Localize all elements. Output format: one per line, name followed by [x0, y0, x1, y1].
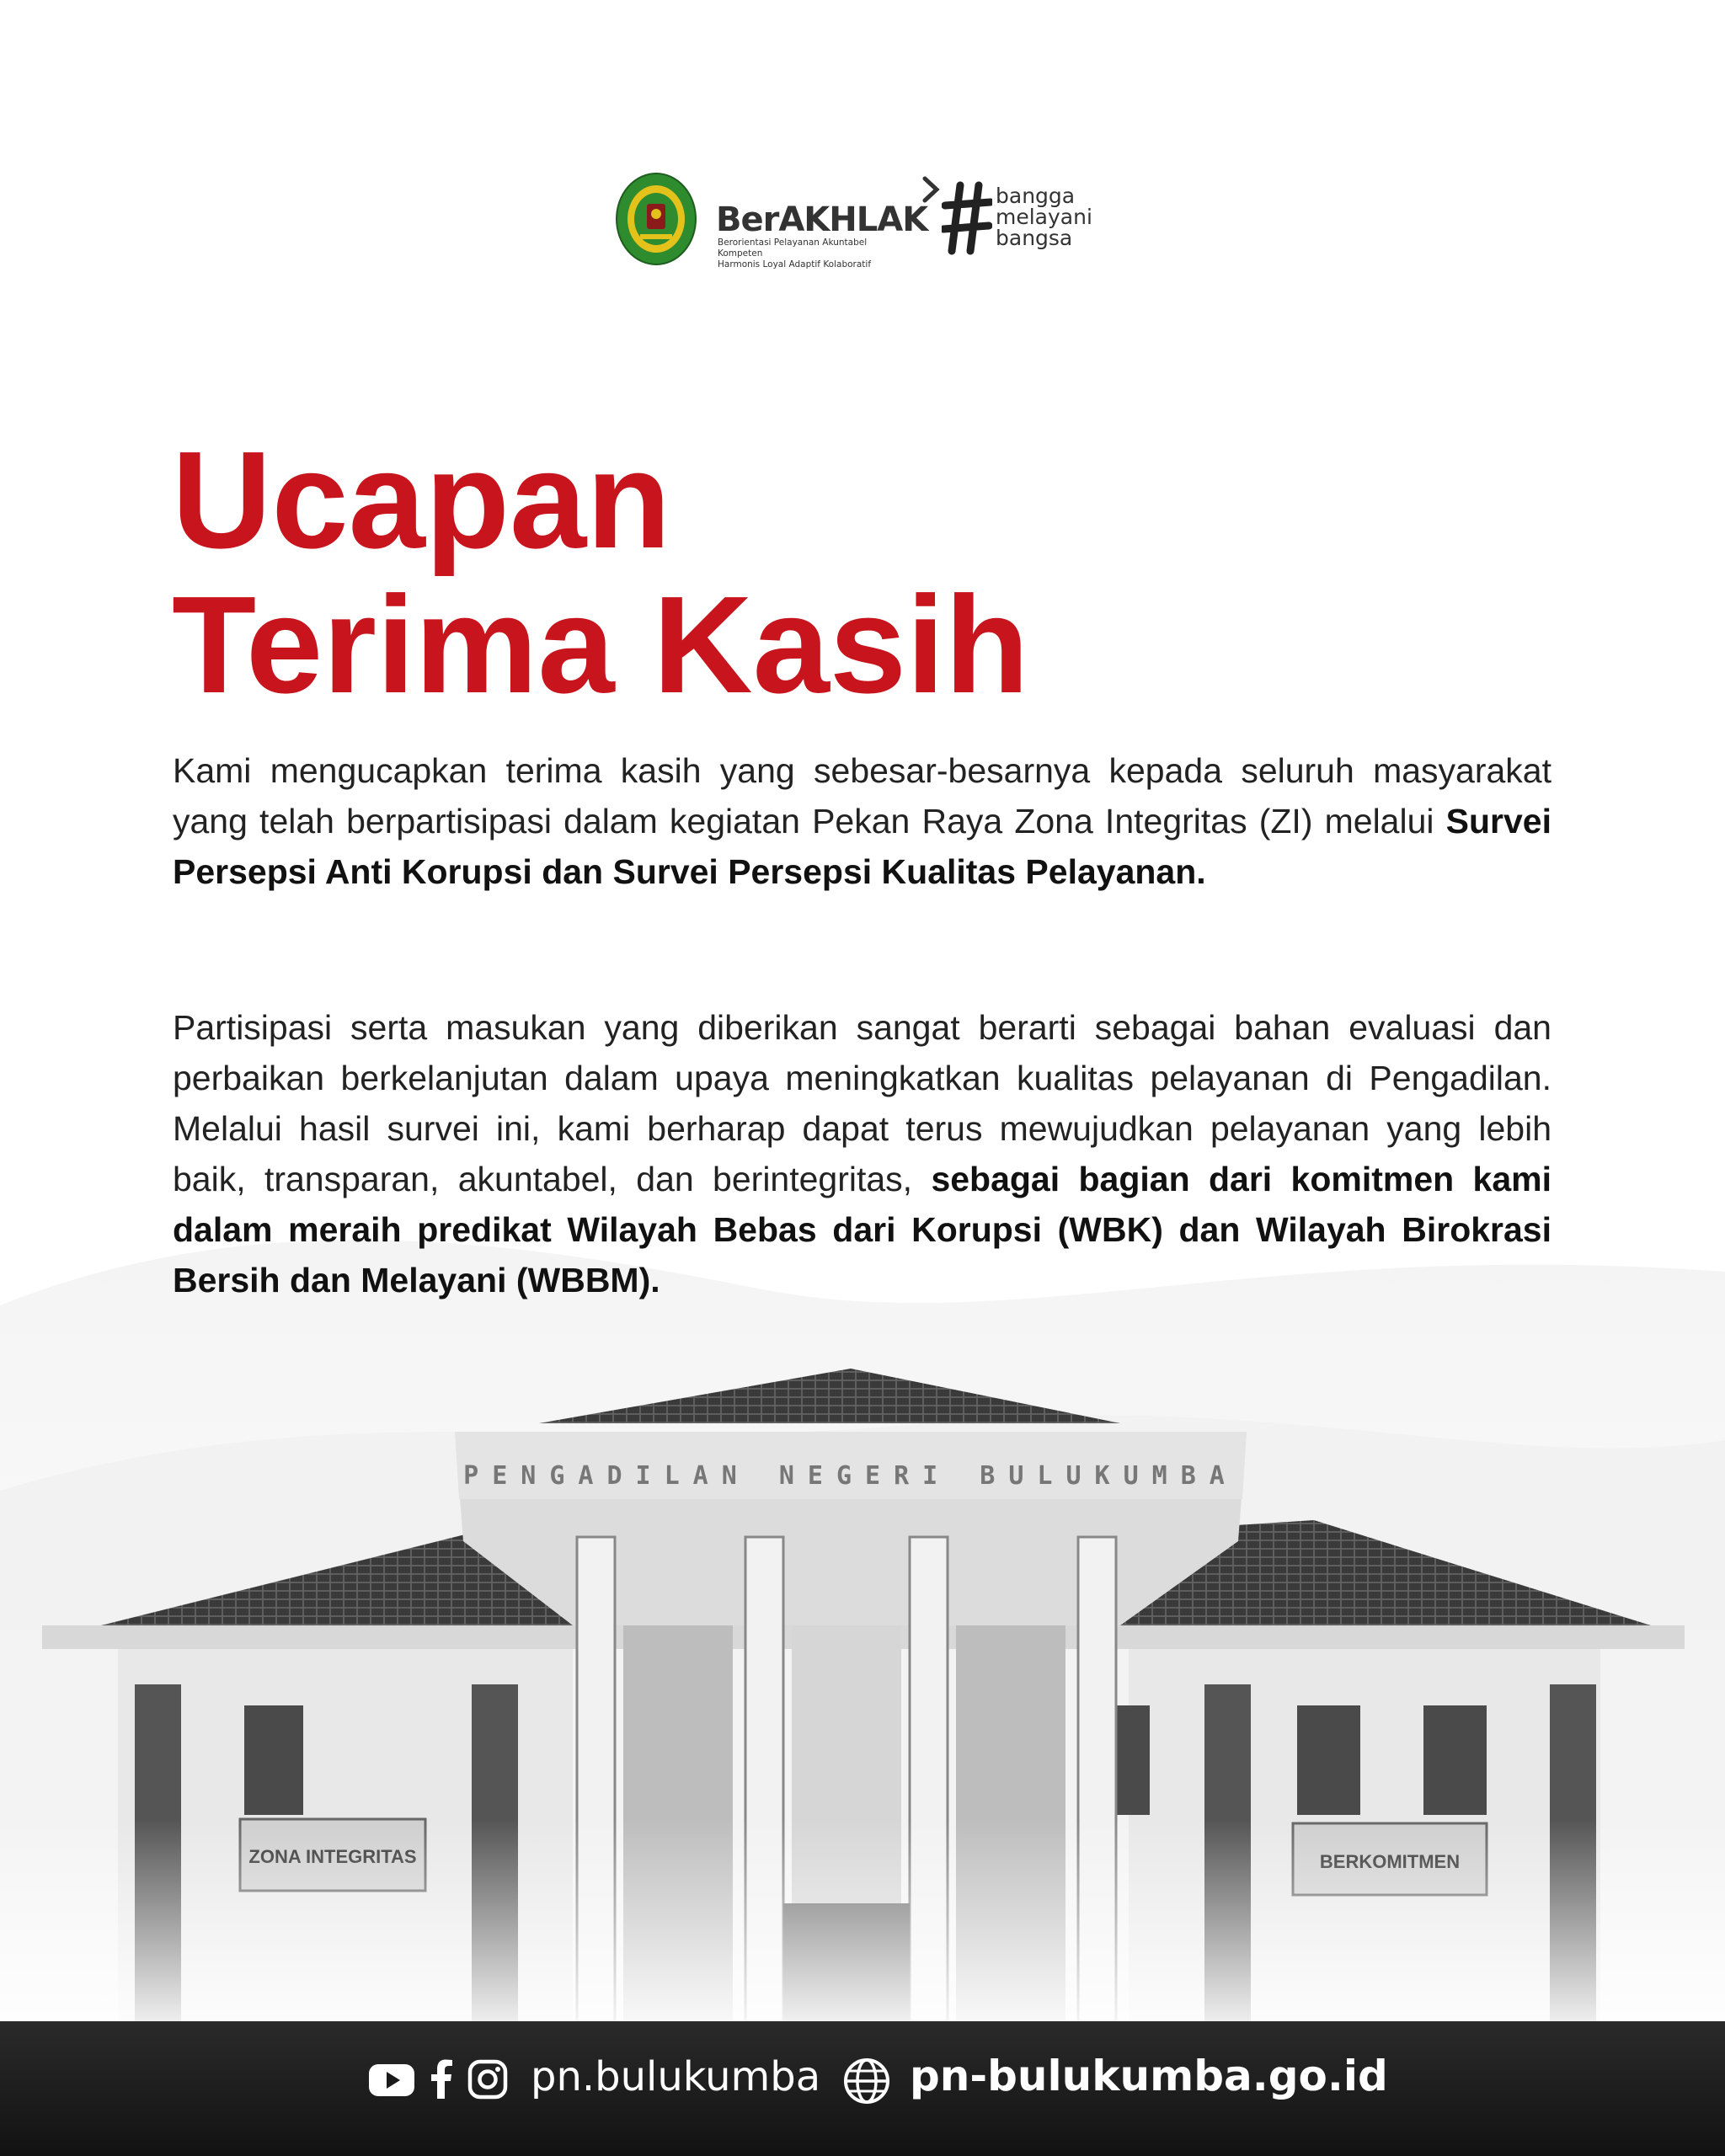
berakhlak-tagline-line2: Harmonis Loyal Adaptif Kolaboratif [718, 259, 872, 270]
paragraph-participation-bold: sebagai bagian dari komitmen kami dalam meraih predikat Wilayah Bebas dari Korupsi (WBK) dan Wilayah Birokrasi Bersih dan Melayani (WBBM). [173, 1160, 1551, 1299]
court-building-photo [0, 1348, 1725, 2021]
berakhlak-tagline-line1: Berorientasi Pelayanan Akuntabel Kompeten [718, 237, 868, 259]
page-title [172, 423, 1029, 722]
youtube-icon[interactable] [367, 2058, 416, 2100]
instagram-icon[interactable] [467, 2058, 509, 2100]
hashtag-line1: bangga [996, 184, 1076, 208]
berakhlak-tagline [718, 237, 911, 270]
title-line2: Terima Kasih [172, 568, 1029, 722]
website-link[interactable]: pn-bulukumba.go.id [910, 2052, 1388, 2100]
social-handle[interactable]: pn.bulukumba [531, 2053, 821, 2100]
paragraph-thanks-bold: Survei Persepsi Anti Korupsi dan Survei Persepsi Kualitas Pelayanan. [173, 802, 1551, 891]
footer-bar [0, 2021, 1725, 2156]
globe-icon [842, 2057, 891, 2105]
hashtag-line2: melayani [996, 205, 1092, 229]
hashtag-text [996, 185, 1092, 248]
title-line1: Ucapan [172, 423, 671, 577]
paragraph-thanks [173, 745, 1551, 897]
facebook-icon[interactable] [426, 2058, 455, 2100]
chevron-right-icon [920, 175, 942, 204]
hashtag-icon [942, 180, 992, 256]
hashtag-line3: bangsa [996, 226, 1073, 250]
berakhlak-logo-text: BerAKHLAK [716, 200, 928, 239]
header-logos [615, 168, 1120, 270]
court-seal-icon [615, 172, 697, 266]
paragraph-thanks-text: Kami mengucapkan terima kasih yang sebesar-besarnya kepada seluruh masyarakat yang telah berpartisipasi dalam kegiatan Pekan Raya Zona Integritas (ZI) melalui [173, 751, 1551, 841]
paragraph-participation-text: Partisipasi serta masukan yang diberikan sangat berarti sebagai bahan evaluasi dan perbaikan berkelanjutan dalam upaya meningkatkan kualitas pelayanan di Pengadilan. Melalui hasil survei ini, kami berharap dapat terus mewujudkan pelayanan yang lebih baik, transparan, akuntabel, dan berintegritas, [173, 1008, 1551, 1198]
paragraph-participation [173, 1002, 1551, 1305]
